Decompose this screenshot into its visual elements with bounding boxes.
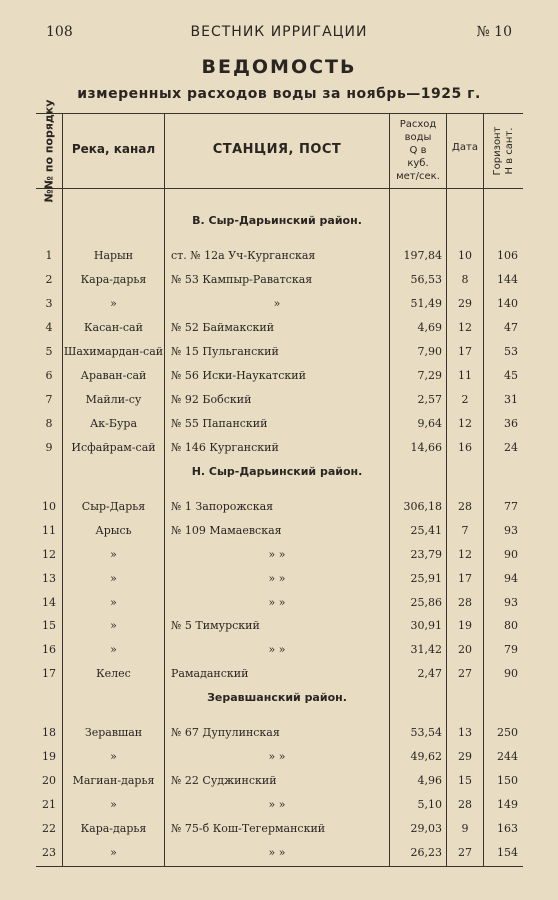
- cell-number: 20: [42, 774, 56, 787]
- cell-station: » »: [268, 846, 286, 859]
- cell-horizon: 47: [504, 321, 518, 334]
- cell-number: 9: [45, 441, 53, 454]
- table-row: [36, 722, 523, 744]
- cell-horizon: 80: [504, 619, 518, 632]
- cell-station: № 1 Запорожская: [171, 500, 274, 513]
- cell-river: »: [110, 596, 117, 609]
- cell-river: Кара-дарья: [80, 822, 147, 835]
- cell-station: » »: [268, 548, 286, 561]
- journal-title: ВЕСТНИК ИРРИГАЦИИ: [190, 24, 368, 40]
- table-row: [36, 818, 523, 840]
- cell-station: ст. № 12а Уч-Курганская: [171, 249, 316, 262]
- cell-number: 17: [42, 667, 56, 680]
- col-header-river: Река, канал: [71, 142, 156, 156]
- cell-date: 13: [458, 726, 472, 739]
- document-subtitle: измеренных расходов воды за ноябрь—1925 г.: [77, 86, 481, 102]
- cell-flow: 2,47: [417, 667, 442, 680]
- cell-station: № 146 Курганский: [171, 441, 279, 454]
- cell-flow: 4,96: [417, 774, 442, 787]
- section-title: Зеравшанский район.: [207, 691, 347, 704]
- table-row: [36, 615, 523, 637]
- table-row: [36, 317, 523, 339]
- cell-station: № 52 Баймакский: [171, 321, 275, 334]
- cell-river: Майли-су: [85, 393, 142, 406]
- cell-flow: 7,29: [417, 369, 442, 382]
- cell-date: 7: [461, 524, 469, 537]
- table-header: [36, 99, 523, 203]
- cell-date: 12: [458, 548, 472, 561]
- cell-date: 17: [458, 345, 472, 358]
- cell-date: 27: [458, 667, 472, 680]
- cell-horizon: 149: [497, 798, 518, 811]
- cell-date: 27: [458, 846, 472, 859]
- cell-river: Нарын: [93, 249, 134, 262]
- table-row: [36, 746, 523, 768]
- cell-river: Сыр-Дарья: [81, 500, 146, 513]
- cell-flow: 29,03: [410, 822, 442, 835]
- cell-horizon: 24: [504, 441, 518, 454]
- cell-number: 15: [42, 619, 56, 632]
- cell-horizon: 154: [497, 846, 518, 859]
- cell-flow: 53,54: [410, 726, 442, 739]
- cell-number: 6: [45, 369, 53, 382]
- cell-horizon: 244: [497, 750, 518, 763]
- cell-flow: 14,66: [410, 441, 442, 454]
- cell-station: № 67 Дупулинская: [171, 726, 280, 739]
- cell-horizon: 250: [497, 726, 518, 739]
- cell-river: Ак-Бура: [89, 417, 138, 430]
- cell-flow: 23,79: [410, 548, 442, 561]
- cell-station: № 5 Тимурский: [171, 619, 260, 632]
- cell-station: № 53 Кампыр-Раватская: [171, 273, 313, 286]
- cell-flow: 9,64: [417, 417, 442, 430]
- table-row: [36, 389, 523, 411]
- cell-river: Магиан-дарья: [72, 774, 155, 787]
- cell-flow: 31,42: [410, 643, 442, 656]
- table-row: [36, 520, 523, 542]
- cell-station: » »: [268, 643, 286, 656]
- cell-date: 11: [458, 369, 472, 382]
- cell-station: Рамаданский: [171, 667, 249, 680]
- cell-flow: 7,90: [417, 345, 442, 358]
- cell-date: 29: [458, 750, 472, 763]
- table-row: [36, 663, 523, 685]
- cell-flow: 56,53: [410, 273, 442, 286]
- col-header-station: СТАНЦИЯ, ПОСТ: [212, 142, 342, 157]
- cell-number: 11: [42, 524, 56, 537]
- cell-number: 8: [45, 417, 53, 430]
- cell-river: Арысь: [95, 524, 132, 537]
- col-header-flow: Расход воды Q в куб. мет/сек.: [396, 119, 440, 182]
- cell-flow: 5,10: [417, 798, 442, 811]
- cell-horizon: 144: [497, 273, 518, 286]
- cell-station: № 15 Пульганский: [171, 345, 279, 358]
- cell-number: 14: [42, 596, 56, 609]
- cell-date: 17: [458, 572, 472, 585]
- cell-river: »: [110, 572, 117, 585]
- cell-station: » »: [268, 750, 286, 763]
- cell-flow: 25,91: [410, 572, 442, 585]
- cell-horizon: 93: [504, 524, 518, 537]
- cell-flow: 25,86: [410, 596, 442, 609]
- cell-flow: 49,62: [410, 750, 442, 763]
- cell-flow: 306,18: [403, 500, 442, 513]
- cell-station: » »: [268, 572, 286, 585]
- table-row: [36, 269, 523, 291]
- cell-date: 10: [458, 249, 472, 262]
- cell-date: 12: [458, 417, 472, 430]
- cell-number: 13: [42, 572, 56, 585]
- cell-date: 20: [458, 643, 472, 656]
- cell-river: Шахимардан-сай: [63, 345, 164, 358]
- cell-number: 12: [42, 548, 56, 561]
- cell-date: 28: [458, 798, 472, 811]
- cell-date: 9: [461, 822, 469, 835]
- cell-river: Келес: [96, 667, 131, 680]
- table-row: [36, 413, 523, 435]
- table-row: [36, 842, 523, 864]
- cell-river: »: [110, 643, 117, 656]
- cell-river: Кара-дарья: [80, 273, 147, 286]
- cell-horizon: 53: [504, 345, 518, 358]
- cell-horizon: 140: [497, 297, 518, 310]
- cell-station: » »: [268, 798, 286, 811]
- table-row: [36, 293, 523, 315]
- cell-station: № 109 Мамаевская: [171, 524, 282, 537]
- cell-river: »: [110, 297, 117, 310]
- cell-river: Исфайрам-сай: [71, 441, 156, 454]
- cell-flow: 197,84: [403, 249, 442, 262]
- cell-date: 16: [458, 441, 472, 454]
- cell-flow: 26,23: [410, 846, 442, 859]
- cell-station: № 55 Папанский: [171, 417, 268, 430]
- cell-flow: 4,69: [417, 321, 442, 334]
- cell-horizon: 31: [504, 393, 518, 406]
- cell-river: »: [110, 619, 117, 632]
- cell-number: 1: [45, 249, 53, 262]
- cell-flow: 25,41: [410, 524, 442, 537]
- cell-date: 8: [461, 273, 469, 286]
- cell-horizon: 106: [497, 249, 518, 262]
- cell-station: № 92 Бобский: [171, 393, 252, 406]
- col-header-date: Дата: [452, 142, 478, 153]
- cell-river: »: [110, 798, 117, 811]
- table-row: [36, 639, 523, 661]
- cell-number: 3: [45, 297, 53, 310]
- cell-date: 29: [458, 297, 472, 310]
- cell-date: 15: [458, 774, 472, 787]
- table-row: [36, 245, 523, 267]
- cell-flow: 30,91: [410, 619, 442, 632]
- table-row: [36, 341, 523, 363]
- cell-number: 22: [42, 822, 56, 835]
- cell-date: 28: [458, 500, 472, 513]
- cell-date: 12: [458, 321, 472, 334]
- cell-horizon: 163: [497, 822, 518, 835]
- cell-number: 16: [42, 643, 56, 656]
- cell-horizon: 36: [504, 417, 518, 430]
- table-row: [36, 544, 523, 566]
- cell-horizon: 77: [504, 500, 518, 513]
- cell-horizon: 90: [504, 548, 518, 561]
- cell-horizon: 93: [504, 596, 518, 609]
- cell-river: Касан-сай: [84, 321, 143, 334]
- page-number: 108: [46, 24, 73, 40]
- cell-number: 4: [45, 321, 53, 334]
- table-row: [36, 365, 523, 387]
- cell-river: »: [110, 846, 117, 859]
- col-header-horizon: Горизонт Н в сант.: [491, 126, 515, 176]
- cell-river: Зеравшан: [84, 726, 143, 739]
- table-row: [36, 568, 523, 590]
- document-title: ВЕДОМОСТЬ: [201, 56, 357, 78]
- table-row: [36, 794, 523, 816]
- cell-number: 2: [45, 273, 53, 286]
- cell-number: 23: [42, 846, 56, 859]
- cell-number: 10: [42, 500, 56, 513]
- cell-flow: 51,49: [410, 297, 442, 310]
- measurements-table: [36, 99, 523, 867]
- cell-station: № 56 Иски-Наукатский: [171, 369, 306, 382]
- cell-station: № 75-б Кош-Тегерманский: [171, 822, 326, 835]
- cell-number: 19: [42, 750, 56, 763]
- cell-station: »: [273, 297, 281, 310]
- cell-number: 21: [42, 798, 56, 811]
- cell-number: 18: [42, 726, 56, 739]
- cell-date: 28: [458, 596, 472, 609]
- table-row: [36, 496, 523, 518]
- section-title: Н. Сыр-Дарьинский район.: [191, 465, 363, 478]
- cell-horizon: 94: [504, 572, 518, 585]
- table-row: [36, 592, 523, 614]
- cell-river: Араван-сай: [80, 369, 147, 382]
- cell-number: 7: [45, 393, 53, 406]
- cell-flow: 2,57: [417, 393, 442, 406]
- issue-number: № 10: [476, 24, 512, 40]
- cell-horizon: 150: [497, 774, 518, 787]
- cell-station: » »: [268, 596, 286, 609]
- section-title: В. Сыр-Дарьинский район.: [192, 214, 362, 227]
- cell-river: »: [110, 750, 117, 763]
- running-header: [0, 22, 558, 44]
- cell-station: № 22 Суджинский: [171, 774, 277, 787]
- cell-river: »: [110, 548, 117, 561]
- table-row: [36, 437, 523, 459]
- table-row: [36, 770, 523, 792]
- cell-horizon: 90: [504, 667, 518, 680]
- cell-horizon: 45: [504, 369, 518, 382]
- cell-horizon: 79: [504, 643, 518, 656]
- col-header-number: №№ по порядку: [42, 99, 56, 203]
- cell-date: 19: [458, 619, 472, 632]
- cell-date: 2: [461, 393, 469, 406]
- cell-number: 5: [45, 345, 53, 358]
